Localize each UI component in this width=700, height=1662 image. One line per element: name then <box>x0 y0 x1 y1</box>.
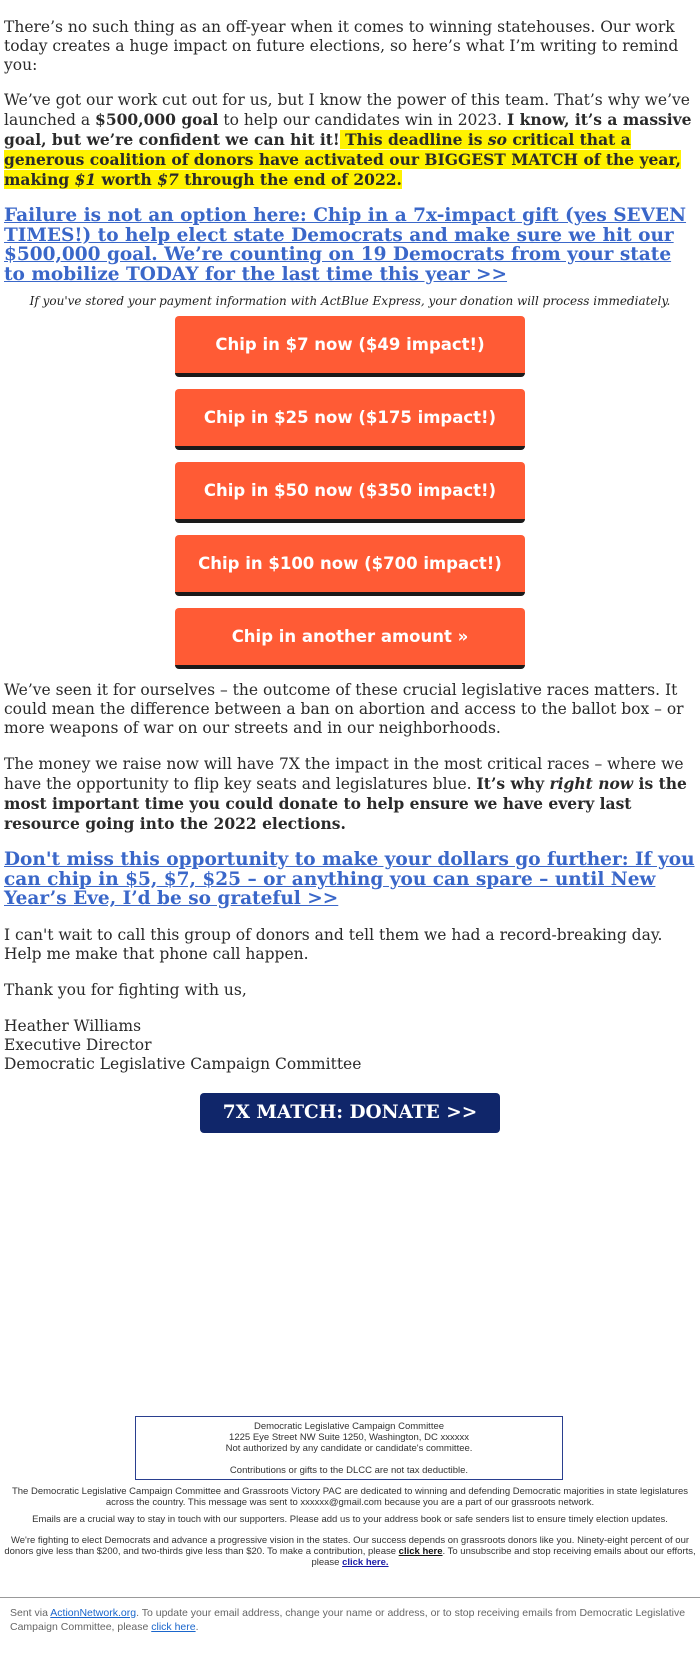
update-preferences-click-here-link[interactable]: click here <box>151 1621 196 1633</box>
dont-miss-opportunity-link[interactable]: Don't miss this opportunity to make your dollars go further: If you can chip in $5, $7, $25 – or anything you can spare – until New Year’s Eve, I’d be so grateful >> <box>4 849 695 909</box>
match-donate-button[interactable]: 7X MATCH: DONATE >> <box>200 1093 500 1133</box>
chip-in-25-button[interactable]: Chip in $25 now ($175 impact!) <box>175 389 525 450</box>
actionnetwork-link[interactable]: ActionNetwork.org <box>50 1607 137 1619</box>
actblue-express-note: If you've stored your payment information with ActBlue Express, your donation will process immediately. <box>29 294 671 308</box>
sent-via-footer: Sent via ActionNetwork.org. To update your email address, change your name or address, or to stop receiving emails from Democratic Legislative Campaign Committee, please click here. <box>10 1607 686 1633</box>
unsubscribe-click-here-link[interactable]: click here. <box>342 1557 389 1568</box>
chip-in-7x-link[interactable]: Failure is not an option here: Chip in a 7x-impact gift (yes SEVEN TIMES!) to help elect state Democrats and make sure we hit our $500,000 goal. We’re counting on 19 Democrats from your state to mobilize TODAY for the last time this year >> <box>4 205 687 285</box>
chip-in-other-amount-button[interactable]: Chip in another amount » <box>175 608 525 669</box>
goal-amount: $500,000 goal <box>95 110 219 129</box>
chip-in-7-button[interactable]: Chip in $7 now ($49 impact!) <box>175 316 525 377</box>
body-paragraph-1: We’ve seen it for ourselves – the outcome of these crucial legislative races matters. It could mean the difference between a ban on abortion and access to the ballot box – or more weapons of war on our streets and in our neighborhoods. <box>4 681 684 737</box>
chip-in-100-button[interactable]: Chip in $100 now ($700 impact!) <box>175 535 525 596</box>
disclaimer-box: Democratic Legislative Campaign Committee 1225 Eye Street NW Suite 1250, Washington, DC xxxxxx Not authorized by any candidate or candidate's committee. Contributions or gifts to the DLCC are not tax deductible. <box>135 1416 563 1480</box>
thank-you-line: Thank you for fighting with us, <box>4 980 247 999</box>
chip-in-50-button[interactable]: Chip in $50 now ($350 impact!) <box>175 462 525 523</box>
contribute-click-here-link[interactable]: click here <box>398 1546 443 1557</box>
highlighted-match-text: This deadline is so critical that a generous coalition of donors have activated our BIGGEST MATCH of the year, making $1 worth $7 through the end of 2022. <box>4 130 681 189</box>
signature-name: Heather Williams <box>4 1016 142 1035</box>
footer-divider <box>0 1597 700 1598</box>
legal-text-1: The Democratic Legislative Campaign Committee and Grassroots Victory PAC are dedicated to winning and defending Democratic majorities in state legislatures across the country. This message was sent to xxxxxx@gmail.com because you are a part of our grassroots network. <box>11 1486 689 1508</box>
body-paragraph-2: The money we raise now will have 7X the impact in the most critical races – where we have the opportunity to flip key seats and legislatures blue. It’s why right now is the most important time you could donate to help ensure we have every last resource going into the 2022 elections. <box>4 755 687 833</box>
legal-text-2: Emails are a crucial way to stay in touch with our supporters. Please add us to your address book or safe senders list to ensure timely election updates. <box>32 1514 668 1525</box>
donation-buttons <box>175 316 525 669</box>
signature-title: Executive Director <box>4 1035 152 1054</box>
signature-org: Democratic Legislative Campaign Committee <box>4 1054 362 1073</box>
legal-text-3: We're fighting to elect Democrats and advance a progressive vision in the states. Our success depends on grassroots donors like you. Ninety-eight percent of our donors give less than $200, and two-thirds give less than $20. To make a contribution, please click here. To unsubscribe and stop receiving emails about our efforts, please click here. <box>4 1535 696 1568</box>
intro-paragraph-1: There’s no such thing as an off-year when it comes to winning statehouses. Our work today creates a huge impact on future elections, so here’s what I’m writing to remind you: <box>4 18 679 74</box>
signature <box>4 1017 696 1074</box>
intro-paragraph-2: We’ve got our work cut out for us, but I know the power of this team. That’s why we’ve launched a $500,000 goal to help our candidates win in 2023. I know, it’s a massive goal, but we’re confident we can hit it! This deadline is so critical that a generous coalition of donors have activated our BIGGEST MATCH of the year, making $1 worth $7 through the end of 2022. <box>4 91 692 189</box>
closing-paragraph: I can't wait to call this group of donors and tell them we had a record-breaking day. Help me make that phone call happen. <box>4 925 663 963</box>
